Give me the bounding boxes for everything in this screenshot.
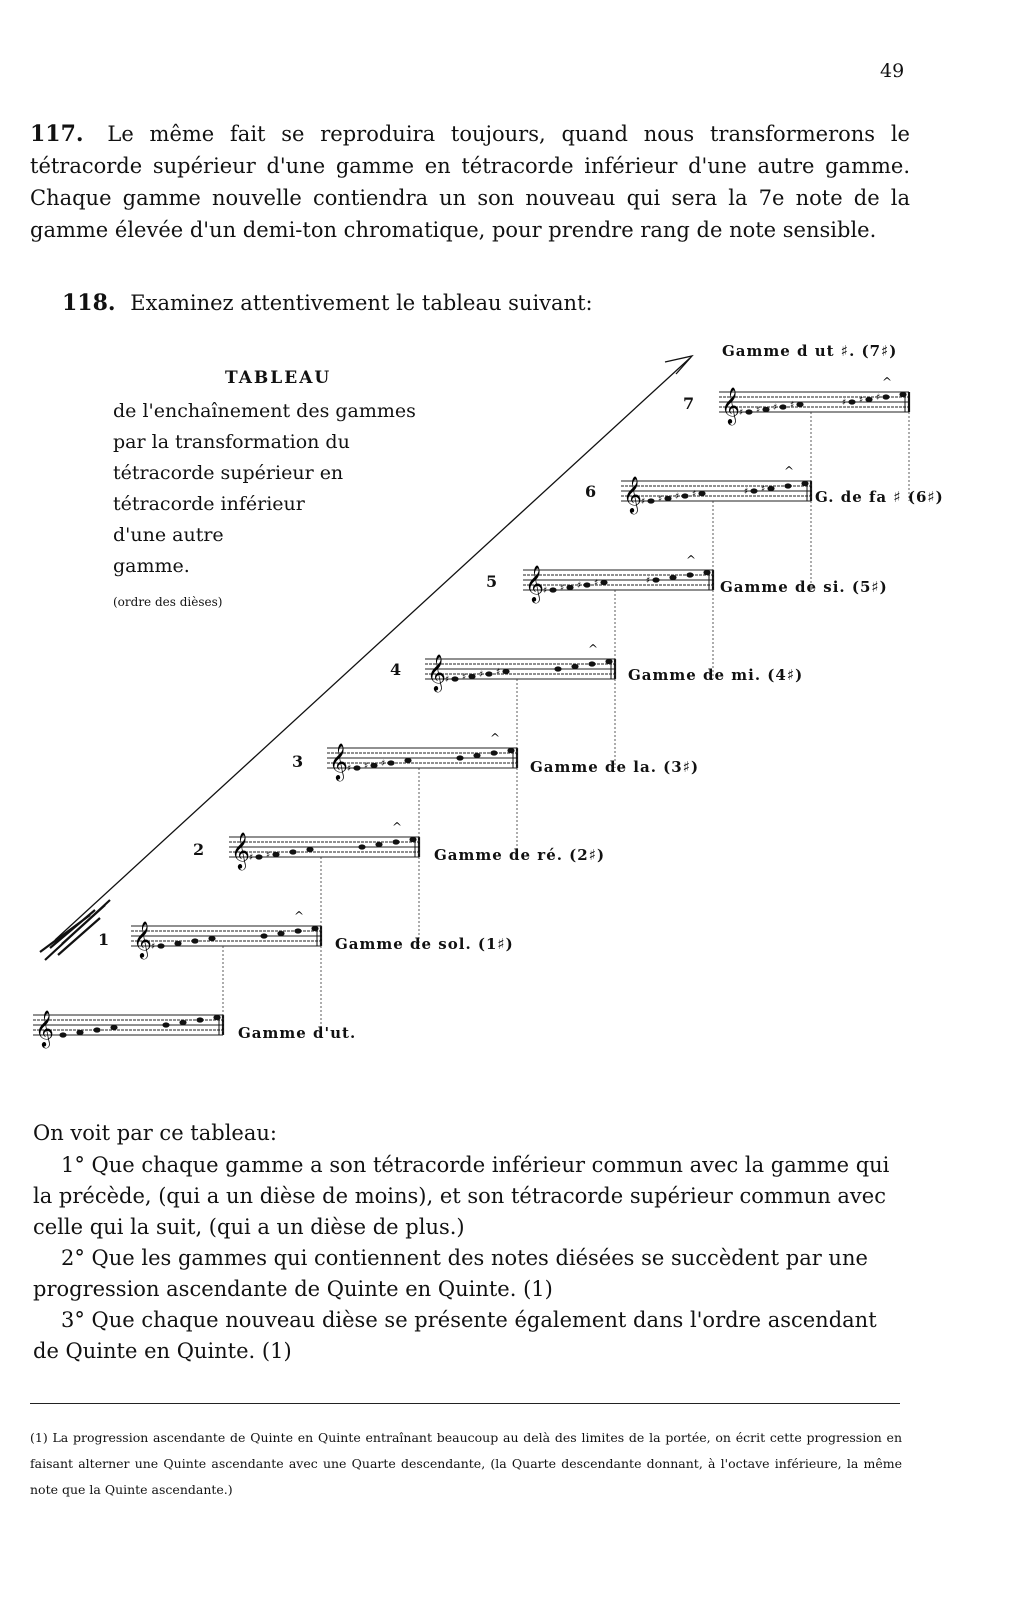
note-head (260, 933, 267, 938)
note-head (277, 931, 284, 936)
note-head (647, 498, 654, 503)
paragraph-text: Examinez attentivement le tableau suivant: (130, 291, 593, 315)
conclusion-intro: On voit par ce tableau: (33, 1121, 277, 1145)
accent-mark: ^ (882, 375, 893, 389)
sharp-sign: ♯ (641, 497, 646, 507)
treble-clef-icon: 𝄞 (35, 1009, 54, 1047)
note-head (899, 392, 906, 397)
staff-2 (229, 820, 419, 870)
note-head (76, 1030, 83, 1035)
scale-label-3: Gamme de la. (3♯) (530, 758, 700, 776)
note-head (157, 943, 164, 948)
note-head (490, 750, 497, 755)
page-number: 49 (880, 60, 905, 82)
tableau-note: (ordre des dièses) (113, 595, 223, 609)
note-head (485, 671, 492, 676)
note-head (93, 1027, 100, 1032)
scale-label-4: Gamme de mi. (4♯) (628, 666, 804, 684)
sharp-sign: ♯ (773, 403, 778, 413)
note-head (882, 394, 889, 399)
note-head (698, 491, 705, 496)
sharp-sign: ♯ (560, 583, 565, 594)
tableau-desc-line: de l'enchaînement des gammes (113, 400, 416, 422)
note-head (392, 839, 399, 844)
staff-1 (131, 909, 321, 959)
note-head (703, 570, 710, 575)
note-head (110, 1025, 117, 1030)
sharp-sign: ♯ (151, 942, 156, 952)
treble-clef-icon: 𝄞 (525, 564, 544, 602)
sharp-sign: ♯ (364, 761, 369, 772)
note-head (370, 763, 377, 768)
note-head (456, 755, 463, 760)
staff-4 (425, 642, 615, 692)
note-head (353, 765, 360, 770)
accent-mark: ^ (784, 464, 795, 478)
sharp-sign: ♯ (577, 581, 582, 591)
sharp-sign: ♯ (646, 576, 651, 586)
note-head (762, 407, 769, 412)
sharp-sign: ♯ (744, 487, 749, 497)
step-number-2: 2 (193, 840, 205, 859)
note-head (502, 669, 509, 674)
sharp-sign: ♯ (739, 408, 744, 418)
note-head (294, 928, 301, 933)
accent-mark: ^ (490, 731, 501, 745)
sharp-sign: ♯ (543, 586, 548, 596)
note-head (669, 575, 676, 580)
sharp-sign: ♯ (761, 484, 766, 495)
note-head (784, 483, 791, 488)
scale-label-7: Gamme d ut ♯. (7♯) (722, 342, 898, 360)
tableau-desc-line: tétracorde supérieur en (113, 462, 344, 484)
conclusion-item-1: 1° Que chaque gamme a son tétracorde inférieur commun avec la gamme qui la précède, (qui a un dièse de moins), et son tétracorde supérieur commun avec celle qui la suit, (qui a un dièse de plus.) (33, 1153, 890, 1239)
note-head (779, 404, 786, 409)
note-head (196, 1017, 203, 1022)
step-number-4: 4 (390, 660, 402, 679)
footnote-divider (30, 1403, 900, 1404)
sharp-sign: ♯ (790, 400, 795, 411)
accent-mark: ^ (392, 820, 403, 834)
note-head (162, 1022, 169, 1027)
sharp-sign: ♯ (347, 764, 352, 774)
note-head (451, 676, 458, 681)
scale-label-0: Gamme d'ut. (238, 1024, 357, 1042)
note-head (681, 493, 688, 498)
note-head (255, 854, 262, 859)
note-head (588, 661, 595, 666)
note-head (174, 941, 181, 946)
sharp-sign: ♯ (859, 395, 864, 406)
paragraph-number: 118. (62, 290, 116, 316)
note-head (848, 399, 855, 404)
note-head (289, 849, 296, 854)
note-head (865, 397, 872, 402)
note-head (306, 847, 313, 852)
note-head (213, 1015, 220, 1020)
note-head (664, 496, 671, 501)
staff-6 (621, 464, 811, 514)
note-head (652, 577, 659, 582)
scale-label-5: Gamme de si. (5♯) (720, 578, 888, 596)
conclusion-item-2: 2° Que les gammes qui contiennent des notes diésées se succèdent par une progression ascendante de Quinte en Quinte. (1) (33, 1246, 868, 1301)
sharp-sign: ♯ (479, 670, 484, 680)
arrow-icon (40, 356, 695, 960)
note-head (507, 748, 514, 753)
treble-clef-icon: 𝄞 (231, 831, 250, 869)
scale-label-1: Gamme de sol. (1♯) (335, 935, 514, 953)
note-head (191, 938, 198, 943)
treble-clef-icon: 𝄞 (721, 386, 740, 424)
step-number-5: 5 (486, 572, 498, 591)
note-head (583, 582, 590, 587)
sharp-sign: ♯ (675, 492, 680, 502)
note-head (605, 659, 612, 664)
accent-mark: ^ (686, 553, 697, 567)
note-head (686, 572, 693, 577)
treble-clef-icon: 𝄞 (329, 742, 348, 780)
scale-label-6: G. de fa ♯ (6♯) (815, 488, 944, 506)
note-head (549, 587, 556, 592)
note-head (358, 844, 365, 849)
paragraph-number: 117. (30, 121, 84, 147)
treble-clef-icon: 𝄞 (133, 920, 152, 958)
note-head (375, 842, 382, 847)
staff-0 (33, 1009, 223, 1048)
note-head (387, 760, 394, 765)
footnote: (1) La progression ascendante de Quinte en Quinte entraînant beaucoup au delà des limites de la portée, on écrit cette progression en faisant alterner une Quinte ascendante avec une Quarte descendante, (la Quarte descendante donnant, à l'octave inférieure, la même note que la Quinte ascendante.) (30, 1430, 902, 1497)
tableau-desc-line: d'une autre (113, 524, 224, 546)
note-head (767, 486, 774, 491)
note-head (745, 409, 752, 414)
sharp-sign: ♯ (496, 667, 501, 678)
treble-clef-icon: 𝄞 (623, 475, 642, 513)
paragraph-text: Le même fait se reproduira toujours, quand nous transformerons le tétracorde supérieur d'une gamme en tétracorde inférieur d'une autre gamme. Chaque gamme nouvelle contiendra un son nouveau qui sera la 7e note de la gamme élevée d'un demi-ton chromatique, pour prendre rang de note sensible. (30, 122, 910, 242)
note-head (600, 580, 607, 585)
note-head (311, 926, 318, 931)
sharp-sign: ♯ (658, 494, 663, 505)
sharp-sign: ♯ (462, 672, 467, 683)
staff-5 (523, 553, 713, 603)
staff-3 (327, 731, 517, 781)
sharp-sign: ♯ (266, 850, 271, 861)
tableau-desc-line: gamme. (113, 555, 190, 577)
sharp-sign: ♯ (692, 489, 697, 500)
sharp-sign: ♯ (445, 675, 450, 685)
tableau-desc-line: tétracorde inférieur (113, 493, 305, 515)
note-head (208, 936, 215, 941)
conclusion-item-3: 3° Que chaque nouveau dièse se présente également dans l'ordre ascendant de Quinte en Quinte. (1) (33, 1308, 877, 1363)
note-head (473, 753, 480, 758)
note-head (801, 481, 808, 486)
sharp-sign: ♯ (594, 578, 599, 589)
sharp-sign: ♯ (249, 853, 254, 863)
staff-7 (719, 375, 909, 425)
note-head (750, 488, 757, 493)
note-head (404, 758, 411, 763)
sharp-sign: ♯ (842, 398, 847, 408)
note-head (272, 852, 279, 857)
sharp-sign: ♯ (876, 393, 881, 403)
tableau-title: TABLEAU (225, 368, 332, 388)
note-head (409, 837, 416, 842)
note-head (554, 666, 561, 671)
accent-mark: ^ (588, 642, 599, 656)
accent-mark: ^ (294, 909, 305, 923)
treble-clef-icon: 𝄞 (427, 653, 446, 691)
scale-label-2: Gamme de ré. (2♯) (434, 846, 606, 864)
step-number-1: 1 (98, 930, 110, 949)
note-head (179, 1020, 186, 1025)
note-head (468, 674, 475, 679)
sharp-sign: ♯ (381, 759, 386, 769)
note-head (59, 1032, 66, 1037)
step-number-3: 3 (292, 752, 304, 771)
step-number-7: 7 (683, 394, 695, 413)
step-number-6: 6 (585, 482, 597, 501)
sharp-sign: ♯ (756, 405, 761, 416)
note-head (571, 664, 578, 669)
tableau-desc-line: par la transformation du (113, 431, 350, 453)
note-head (796, 402, 803, 407)
note-head (566, 585, 573, 590)
